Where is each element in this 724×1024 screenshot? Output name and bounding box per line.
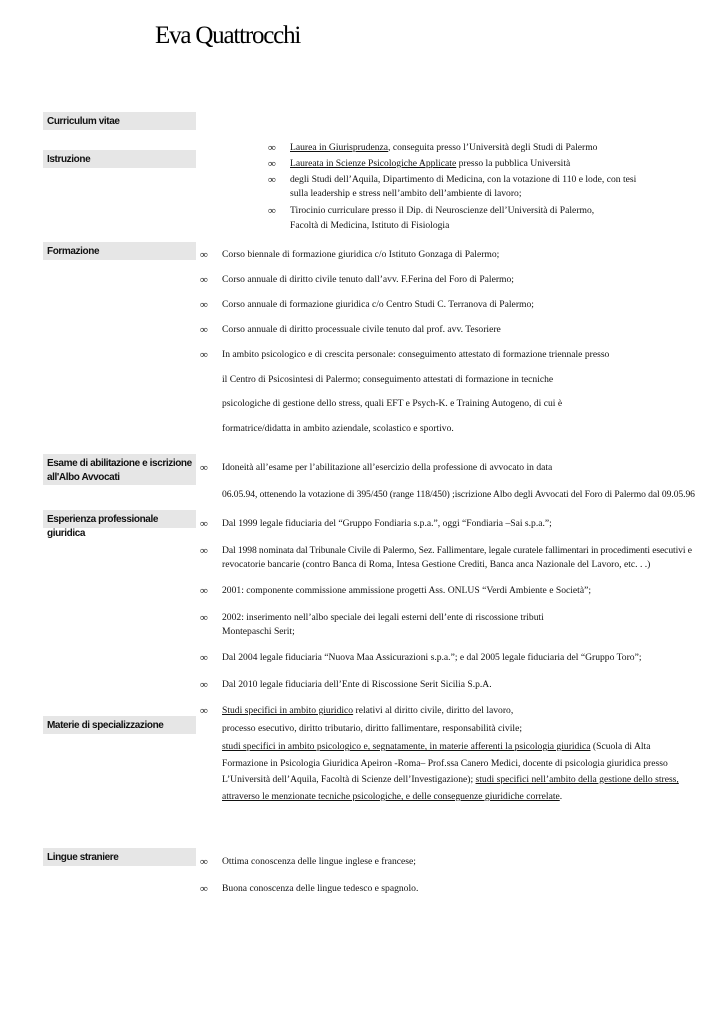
istruzione-item-2 — [290, 158, 570, 170]
materie-line5-start: L’Università dell’Aquila, Facoltà di Scienze dell’Investigazione); — [222, 774, 476, 785]
materie-line5-underlined: studi specifici nell’ambito della gestione dello stress, — [475, 774, 679, 785]
istruzione-item-4-line1: Tirocinio curriculare presso il Dip. di Neuroscienze dell’Università di Palermo, — [290, 205, 595, 216]
istruzione-item-1 — [290, 142, 597, 154]
section-label-istruzione: Istruzione — [43, 150, 196, 168]
section-label-materie: Materie di specializzazione — [43, 716, 196, 734]
esperienza-item-4-line2: Montepaschi Serit; — [222, 626, 295, 637]
bullet-icon: ∞ — [200, 585, 208, 597]
esperienza-item-1: Dal 1999 legale fiduciaria del “Gruppo Fondiaria s.p.a.”, oggi “Fondiaria –Sai s.p.a.”; — [222, 518, 552, 529]
esame-line1: Idoneità all’esame per l’abilitazione all’esercizio della professione di avvocato in data — [222, 462, 553, 473]
materie-line2: processo esecutivo, diritto tributario, diritto fallimentare, responsabilità civile; — [222, 723, 522, 734]
materie-line6-underlined: attraverso le menzionate tecniche psicologiche, e delle conseguenze giuridiche correlate — [222, 791, 560, 802]
materie-line4: Formazione in Psicologia Giuridica Apeiron -Roma– Prof.ssa Canero Medici, docente di psicologia giuridica presso — [222, 758, 668, 769]
lingue-item-2: Buona conoscenza delle lingue tedesco e spagnolo. — [222, 883, 419, 894]
formazione-item-3: Corso annuale di formazione giuridica c/o Centro Studi C. Terranova di Palermo; — [222, 299, 534, 310]
section-label-lingue: Lingue straniere — [43, 848, 196, 866]
bullet-icon: ∞ — [200, 705, 208, 717]
formazione-item-5-line1: In ambito psicologico e di crescita personale: conseguimento attestato di formazione triennale presso — [222, 349, 610, 360]
bullet-icon: ∞ — [268, 205, 276, 217]
istruzione-item-1-underlined: Laurea in Giurisprudenza — [290, 142, 389, 153]
section-label-formazione: Formazione — [43, 242, 196, 260]
materie-line1-underlined: Studi specifici in ambito giuridico — [222, 705, 354, 716]
materie-line5 — [222, 774, 679, 786]
formazione-item-5-line3: psicologiche di gestione dello stress, quali EFT e Psych-K. e Training Autogeno, di cui è — [222, 398, 563, 409]
istruzione-item-3-line2: sulla leadership e stress nell’ambito dell’ambiente di lavoro; — [290, 188, 522, 199]
section-label-esame-line2: all'Albo Avvocati — [47, 472, 120, 483]
section-label-esperienza: Esperienza professionale giuridica — [43, 510, 196, 528]
bullet-icon: ∞ — [200, 612, 208, 624]
esame-line2: 06.05.94, ottenendo la votazione di 395/450 (range 118/450) ;iscrizione Albo degli Avvocati del Foro di Palermo dal 09.05.96 — [222, 489, 695, 500]
formazione-item-1: Corso biennale di formazione giuridica c/o Istituto Gonzaga di Palermo; — [222, 249, 500, 260]
esperienza-item-2-line1: Dal 1998 nominata dal Tribunale Civile di Palermo, Sez. Fallimentare, legale curatele fallimentari in procedimenti esecutivi e — [222, 545, 692, 556]
section-label-esame — [43, 454, 196, 485]
materie-line6-rest: . — [559, 791, 563, 802]
esperienza-item-6: Dal 2010 legale fiduciaria dell’Ente di Riscossione Serit Sicilia S.p.A. — [222, 679, 492, 690]
bullet-icon: ∞ — [200, 349, 208, 361]
materie-line3-underlined: studi specifici in ambito psicologico e, segnatamente, in materie afferenti la psicologia giuridica — [222, 741, 591, 752]
esperienza-item-2-line2: revocatorie bancarie (contro Banca di Roma, Intesa Gestione Crediti, Banca anca Nazionale del Lavoro, etc. . .) — [222, 559, 651, 570]
bullet-icon: ∞ — [200, 462, 208, 474]
section-label-curriculum: Curriculum vitae — [43, 112, 196, 130]
bullet-icon: ∞ — [200, 883, 208, 895]
bullet-icon: ∞ — [200, 299, 208, 311]
formazione-item-4: Corso annuale di diritto processuale civile tenuto dal prof. avv. Tesoriere — [222, 324, 501, 335]
istruzione-item-4-line2: Facoltà di Medicina, Istituto di Fisiologia — [290, 220, 450, 231]
materie-line3 — [222, 741, 650, 753]
formazione-item-5-line4: formatrice/didatta in ambito aziendale, scolastico e sportivo. — [222, 423, 454, 434]
istruzione-item-2-rest: presso la pubblica Università — [456, 158, 571, 169]
materie-line1-rest: relativi al diritto civile, diritto del lavoro, — [353, 705, 514, 716]
istruzione-item-1-rest: , conseguita presso l’Università degli Studi di Palermo — [388, 142, 598, 153]
bullet-icon: ∞ — [200, 249, 208, 261]
materie-line3-rest: (Scuola di Alta — [590, 741, 651, 752]
formazione-item-5-line2: il Centro di Psicosintesi di Palermo; conseguimento attestati di formazione in tecniche — [222, 374, 554, 385]
formazione-item-2: Corso annuale di diritto civile tenuto dall’avv. F.Ferina del Foro di Palermo; — [222, 274, 514, 285]
bullet-icon: ∞ — [200, 652, 208, 664]
bullet-icon: ∞ — [200, 274, 208, 286]
bullet-icon: ∞ — [200, 545, 208, 557]
bullet-icon: ∞ — [268, 158, 276, 170]
section-label-esame-line1: Esame di abilitazione e iscrizione — [47, 458, 192, 469]
bullet-icon: ∞ — [200, 324, 208, 336]
esperienza-item-4-line1: 2002: inserimento nell’albo speciale dei legali esterni dell’ente di riscossione tributi — [222, 612, 544, 623]
istruzione-item-3-line1: degli Studi dell’Aquila, Dipartimento di Medicina, con la votazione di 110 e lode, con tesi — [290, 174, 637, 185]
bullet-icon: ∞ — [268, 174, 276, 186]
lingue-item-1: Ottima conoscenza delle lingue inglese e francese; — [222, 856, 416, 867]
person-name: Eva Quattrocchi — [155, 22, 301, 49]
materie-line1 — [222, 705, 513, 717]
materie-line6 — [222, 791, 562, 803]
esperienza-item-5: Dal 2004 legale fiduciaria “Nuova Maa Assicurazioni s.p.a.”; e dal 2005 legale fiduciaria del “Gruppo Toro”; — [222, 652, 642, 663]
bullet-icon: ∞ — [200, 679, 208, 691]
bullet-icon: ∞ — [268, 142, 276, 154]
bullet-icon: ∞ — [200, 856, 208, 868]
bullet-icon: ∞ — [200, 518, 208, 530]
esperienza-item-3: 2001: componente commissione ammissione progetti Ass. ONLUS “Verdi Ambiente e Società”; — [222, 585, 592, 596]
istruzione-item-2-underlined: Laureata in Scienze Psicologiche Applicate — [290, 158, 457, 169]
